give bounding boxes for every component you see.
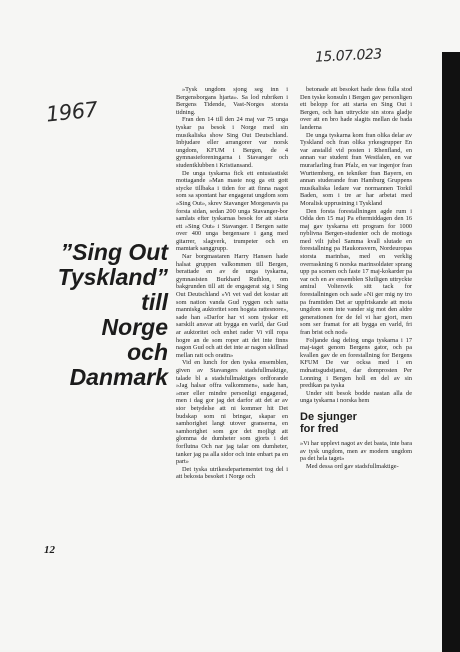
- paragraph: »Vi har upplevt nagot av det basta, inte bara av tysk ungdom, men av modern ungdom pa det hela taget»: [300, 439, 412, 463]
- headline-line: Danmark: [69, 364, 168, 390]
- paragraph: Under sitt besok bodde nastan alla de unga tyskarna i norska hem: [300, 389, 412, 405]
- headline-line: till: [141, 289, 168, 315]
- headline-line: Norge: [101, 314, 168, 340]
- paragraph: betonade att besoket hade dess fulla stod Den tyske konsuln i Bergen gav personligen ett belopp for att starta en Sing Out i Bergen, och han uttryckte sin stora gladje over att en bro hade slagits mellan de bada landerna: [300, 86, 412, 131]
- article-headline: [36, 240, 168, 390]
- paragraph: Vid en lunch for den tyska ensemblen, given av Stavangers stadsfullmaktige, talade bl a stadsfullmaktiges ordforande »Jag halsar offra valkommen», sade han, »mer eller mindre personligt engagerad, men i dag gor jag det darfor att det ar av stor betydelse att ni kommer hit Det budskap som ni bringar, skapar en samhorighet langt utover granserna, en samhorighet som gor det mojligt att glomma de dumheter som gjorts i det forflutna Och nar jag talar om dumheter, tanker jag pa alla sidor och inte enbart pa en part»: [176, 359, 288, 466]
- paragraph: Det tyska utrikesdepartementet tog del i att bekosta besoket i Norge och: [176, 465, 288, 481]
- page-number: 12: [44, 544, 55, 556]
- paragraph: Den forsta forestallningen agde rum i Odda den 15 maj Pa eftermiddagen den 16 maj gav tyskarna ett program for 1000 nyblivna Bergen-studenter och de mottogs med vilt jubel Samma kvall slutade en forestallning pa Haukonsvern, Nordeuropas storsta marinbas, med en verklig overraskning 6 norska marinsoldater sprang upp pa scenen och faste 17 maj-kokarder pa var och en av ensemblen Slutligen uttryckte amiral Voltersvik sitt tack for forestallningen och sade »Ni ger mig ny tro pa framtiden Det ar uppfriskande att mota ungdom som inte vander sig mot den aldre generationen for de fel vi har gjort, men som ser framat for att bygga en varld, fri fran brist och nod»: [300, 207, 412, 336]
- article-column-2: [300, 86, 412, 470]
- paragraph: »Tysk ungdom sjong seg inn i Bergensborgans hjarta». Sa lod rubriken i Bergens Tidende, Vast-Norges storsta tidning.: [176, 86, 288, 116]
- handwritten-date: 15.07.023: [314, 46, 383, 66]
- paragraph: Foljande dag deltog unga tyskarna i 17 maj-taget genom Bergens gator, och pa kvallen gav de en forestallning for Bergens KFUM De var ocksa med i en mdnattsgudstjanst, dar domprosten Per Lonning i Bergen holl en del av sin predikan pa tyska: [300, 336, 412, 390]
- handwritten-year: 1967: [44, 97, 99, 127]
- scan-edge-bar: [442, 52, 460, 652]
- headline-line: och: [127, 339, 168, 365]
- paragraph: De unga tyskarna kom fran olika delar av Tyskland och fran olika yrkesgrupper En var anstalld vid posten i Rhenfland, en annan var student fran Westfalen, en var murarlarling fran Pfalz, en var ingenjor fran Wurttemberg, en tekniker fran Bayern, en annan studerande fran Hamburg Gruppens musikaliska ledare var normannen Torkil Baden, som i tre ar har arbetat med Moralisk upprustning i Tyskland: [300, 131, 412, 207]
- subhead-line: for fred: [300, 422, 339, 435]
- headline-line: Tyskland”: [57, 264, 168, 290]
- section-subhead: [300, 411, 412, 435]
- subhead-line: De sjunger: [300, 410, 357, 423]
- paragraph: Fran den 14 till den 24 maj var 75 unga tyskar pa besok i Norge med sin musikaliska show Sing Out Deutschland. Inbjudare eller arrangorer var norsk ungdom, KFUM i Bergen, de 4 gymnasieforeningarna i Stavanger och studentklubben i Kristiansand.: [176, 116, 288, 169]
- paragraph: Nar borgmastaren Harry Hansen hade halsat gruppen valkommen till Bergen, berattade en av de unga tyskarna, gymnasisten Burkhard Ruthlon, om bakgrunden till att de engagerat sig i Sing Out Deutschland »Vi vet vad det kostar att som nation vanda Gud ryggen och satta manniskg auktoritet som hogsta rattesnore», sade han »Darfor har vi som tyskar ett sarskilt ansvar att bygga en varld, dar Gud ar auktoritet och enhet rader Vi vill ropa hogre an de som roper att det inte finns nagon Gud och att det inte ar nagon skillnad mellan ratt och orattn»: [176, 253, 288, 359]
- paragraph: De unga tyskarna fick ett entusiastiskt mottagande »Man maste nog ga ett gott stycke tillbaka i tiden for att finna nagot som sa spontant har engagerat ungdom som »Sing Out», skrev Stavanger Morgenavis pa forsta sidan, sedan 200 unga Stavanger-bor samlats efter tyskarnas besok for att starta ett »Sing Out» i Stavanger. I Bergen satte over 400 unga bergensare i gang med gitarrer, slagverk, trumpeter och en mamtark sanggrupp.: [176, 169, 288, 253]
- headline-line: ”Sing Out: [60, 239, 168, 265]
- article-column-1: [176, 86, 288, 481]
- paragraph: Med dessa ord gav stadsfullmaktige-: [306, 462, 399, 470]
